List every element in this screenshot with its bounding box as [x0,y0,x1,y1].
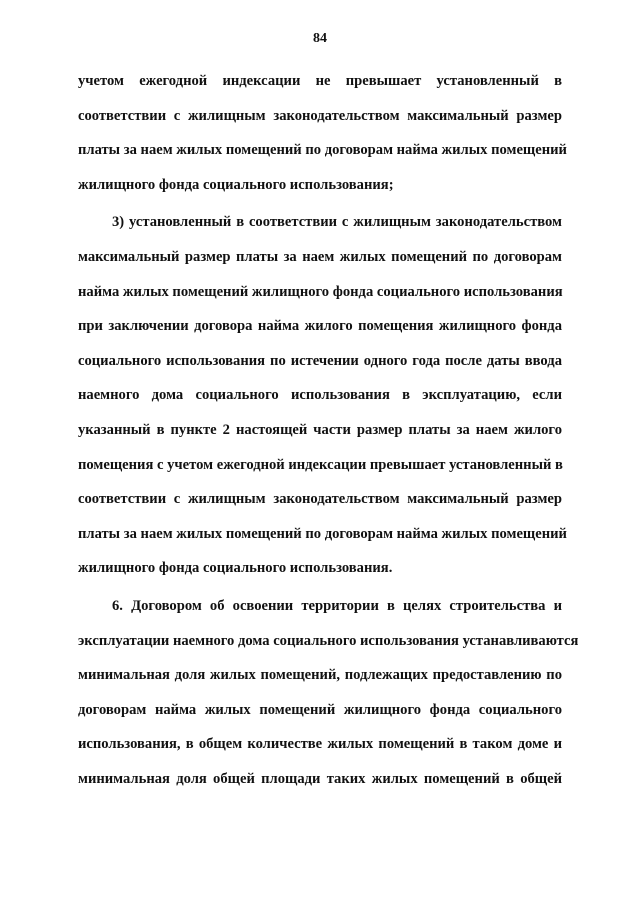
text-line: соответствии с жилищным законодательством максимальный размер [78,491,562,508]
text-line: социального использования по истечении одного года после даты ввода [78,352,562,369]
paragraph-item-3 [78,205,567,586]
text-line: соответствии с жилищным законодательством максимальный размер [78,107,562,124]
text-line: платы за наем жилых помещений по договорам найма жилых помещений [78,525,567,542]
document-body [78,64,579,796]
text-line: жилищного фонда социального использования. [78,560,393,577]
text-line: учетом ежегодной индексации не превышает установленный в [78,73,562,89]
text-line: помещения с учетом ежегодной индексации превышает установленный в [78,456,563,473]
text-line: 3) установленный в соответствии с жилищным законодательством [112,214,562,231]
text-line: 6. Договором об освоении территории в целях строительства и [112,597,562,614]
text-line: минимальная доля общей площади таких жилых помещений в общей [78,770,562,787]
text-line: указанный в пункте 2 настоящей части размер платы за наем жилого [78,421,562,438]
text-line: при заключении договора найма жилого помещения жилищного фонда [78,318,562,335]
text-line: найма жилых помещений жилищного фонда социального использования [78,283,563,300]
paragraph-continuation [78,64,567,202]
text-line: договорам найма жилых помещений жилищного фонда социального [78,701,562,718]
page-number: 84 [313,31,327,46]
text-line: минимальная доля жилых помещений, подлежащих предоставлению по [78,667,562,684]
text-line: наемного дома социального использования в эксплуатацию, если [78,387,562,404]
text-line: эксплуатации наемного дома социального использования устанавливаются [78,632,579,649]
text-line: жилищного фонда социального использования; [78,176,394,193]
text-line: платы за наем жилых помещений по договорам найма жилых помещений [78,142,567,159]
text-line: использования, в общем количестве жилых помещений в таком доме и [78,736,562,753]
paragraph-section-6 [78,589,579,797]
text-line: максимальный размер платы за наем жилых помещений по договорам [78,248,562,265]
